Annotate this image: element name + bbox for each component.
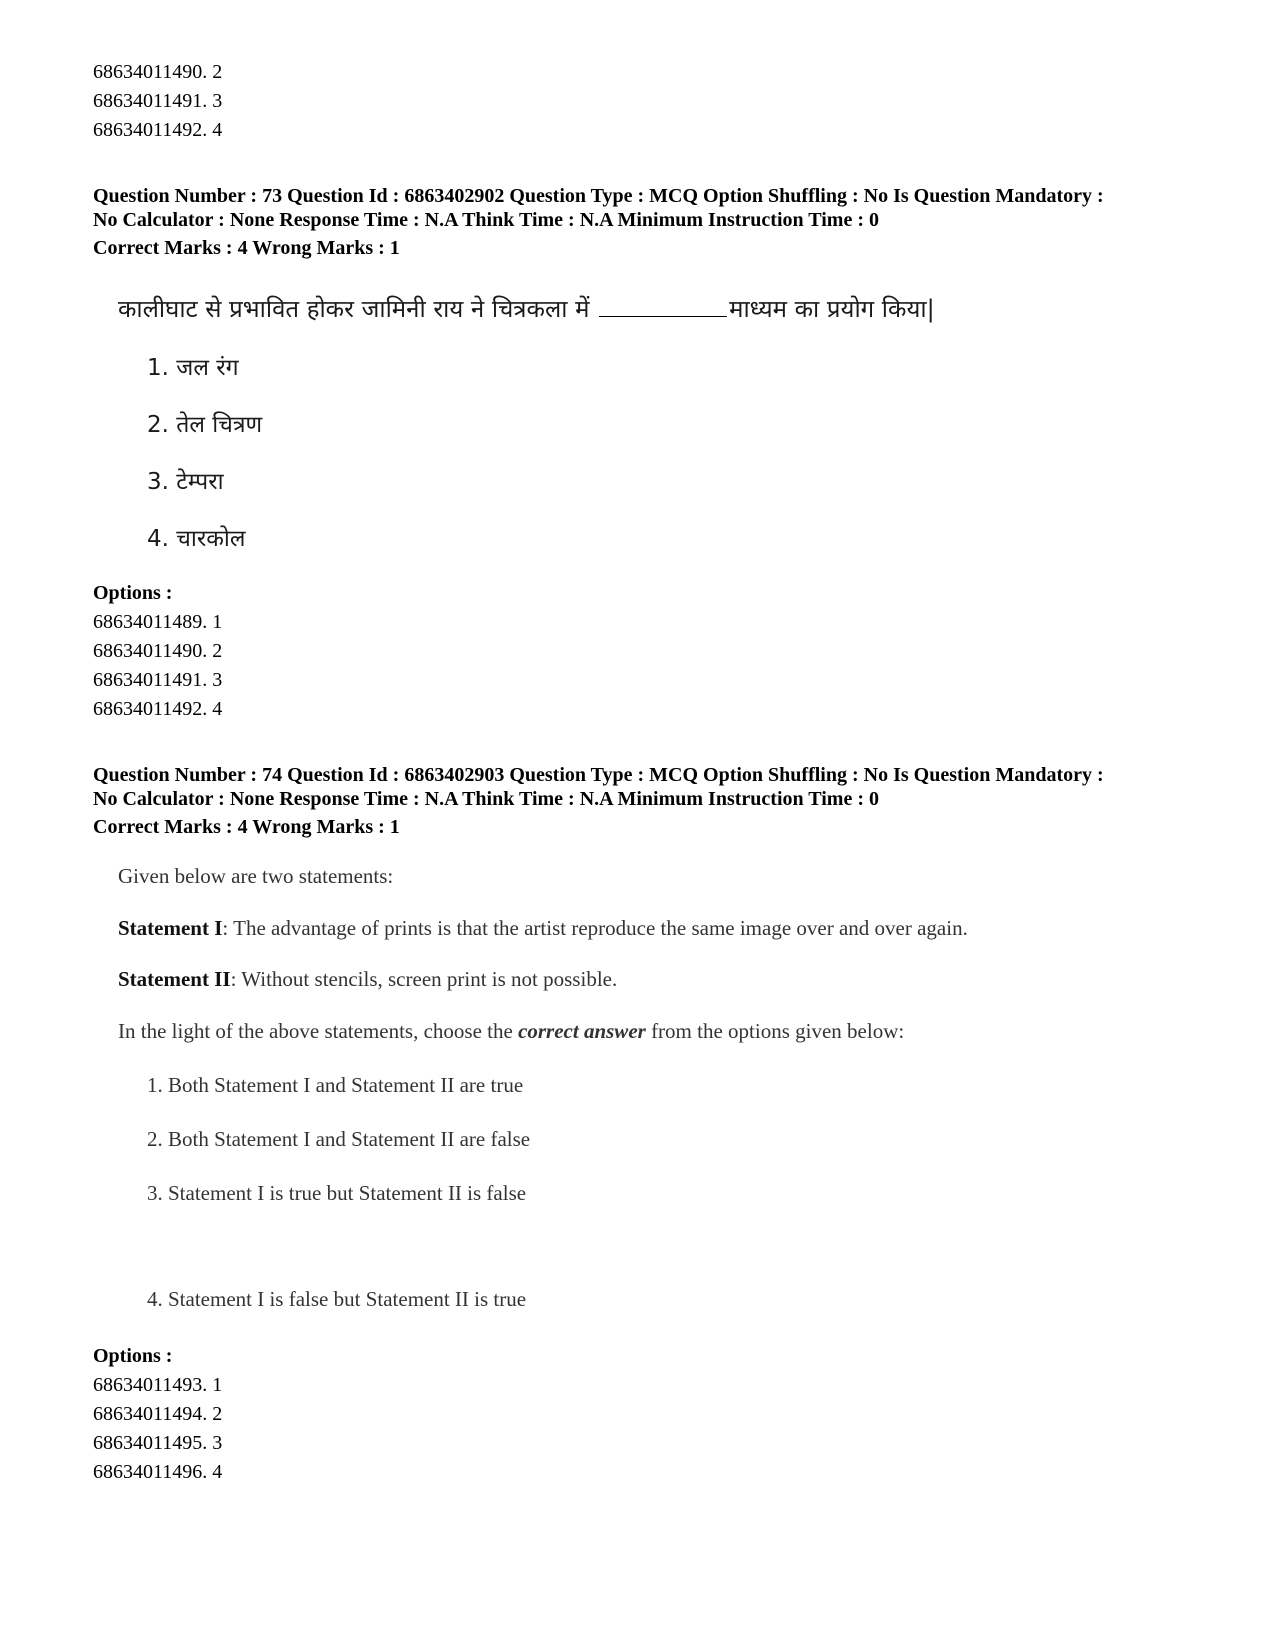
- q74-s1-text: : The advantage of prints is that the artist reproduce the same image over and over again.: [222, 916, 968, 940]
- q73-header-line1: Question Number : 73 Question Id : 6863402902 Question Type : MCQ Option Shuffling : No Is Question Mandatory :: [93, 185, 1104, 207]
- q74-intro: Given below are two statements:: [118, 864, 394, 888]
- q73-question-text: [118, 292, 935, 325]
- q74-statement-1: [118, 916, 968, 941]
- q74-choice-4: 4. Statement I is false but Statement II is true: [147, 1287, 527, 1311]
- q73-choice-2: 2. तेल चित्रण: [147, 412, 263, 438]
- q73-question-before: कालीघाट से प्रभावित होकर जामिनी राय ने चित्रकला में: [118, 295, 590, 323]
- q74-marks: Correct Marks : 4 Wrong Marks : 1: [93, 816, 400, 838]
- option-line: 68634011491. 3: [93, 90, 223, 112]
- option-line: 68634011490. 2: [93, 61, 223, 83]
- option-line: 68634011496. 4: [93, 1461, 223, 1483]
- option-line: 68634011490. 2: [93, 640, 223, 662]
- q73-options-label: Options :: [93, 582, 173, 604]
- q73-choice-3: 3. टेम्परा: [147, 469, 224, 495]
- option-line: 68634011493. 1: [93, 1374, 223, 1396]
- q73-marks: Correct Marks : 4 Wrong Marks : 1: [93, 237, 400, 259]
- q74-header-line2: No Calculator : None Response Time : N.A Think Time : N.A Minimum Instruction Time : 0: [93, 788, 879, 810]
- option-line: 68634011495. 3: [93, 1432, 223, 1454]
- q74-s2-text: : Without stencils, screen print is not possible.: [230, 967, 618, 991]
- option-line: 68634011494. 2: [93, 1403, 223, 1425]
- q74-choice-1: 1. Both Statement I and Statement II are true: [147, 1073, 524, 1097]
- q73-question-after: माध्यम का प्रयोग किया|: [729, 295, 935, 323]
- option-line: 68634011492. 4: [93, 119, 223, 141]
- option-line: 68634011492. 4: [93, 698, 223, 720]
- q74-options-label: Options :: [93, 1345, 173, 1367]
- q73-choice-4: 4. चारकोल: [147, 526, 246, 552]
- q73-header-line2: No Calculator : None Response Time : N.A Think Time : N.A Minimum Instruction Time : 0: [93, 209, 879, 231]
- option-line: 68634011489. 1: [93, 611, 223, 633]
- q74-choice-2: 2. Both Statement I and Statement II are false: [147, 1127, 531, 1151]
- answer-blank: [599, 298, 727, 317]
- q74-header-line1: Question Number : 74 Question Id : 6863402903 Question Type : MCQ Option Shuffling : No Is Question Mandatory :: [93, 764, 1104, 786]
- q74-instruction: [118, 1019, 904, 1044]
- q74-choice-3: 3. Statement I is true but Statement II is false: [147, 1181, 527, 1205]
- q73-choice-1: 1. जल रंग: [147, 355, 239, 381]
- q74-instr-before: In the light of the above statements, choose the: [118, 1019, 519, 1043]
- option-line: 68634011491. 3: [93, 669, 223, 691]
- q74-s2-label: Statement II: [118, 967, 231, 991]
- q74-instr-after: from the options given below:: [645, 1019, 905, 1043]
- q74-statement-2: [118, 967, 617, 992]
- q74-s1-label: Statement I: [118, 916, 223, 940]
- q74-instr-emph: correct answer: [518, 1019, 646, 1043]
